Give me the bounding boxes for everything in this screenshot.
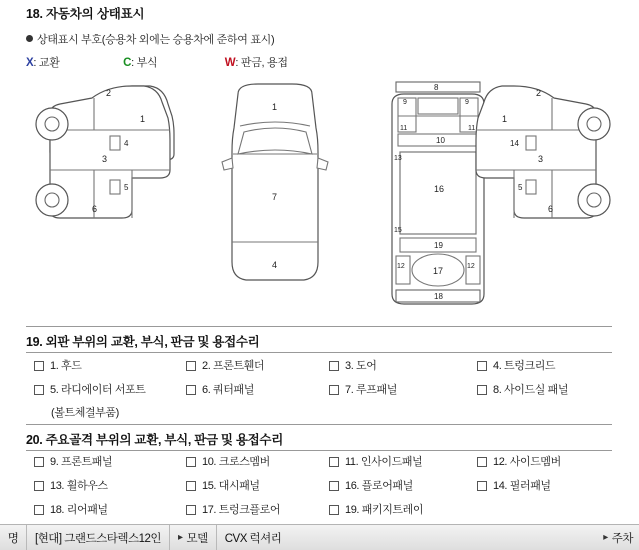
section-19-subnote: (볼트체결부품) <box>51 407 119 419</box>
label-top-1: 1 <box>272 102 278 112</box>
label-frame-17: 17 <box>433 266 444 276</box>
label-left-2: 2 <box>106 88 112 98</box>
divider-above-section-19 <box>26 326 612 327</box>
legend-text-x: : 교환 <box>33 57 60 69</box>
label-right-3: 3 <box>538 154 544 164</box>
checklist-item[interactable] <box>329 360 477 373</box>
checklist-label: 14. 필러패널 <box>493 480 551 492</box>
checklist-label: 1. 후드 <box>50 360 82 372</box>
vehicle-diagram <box>22 76 622 324</box>
bottom-maker-model[interactable]: [현대] 그랜드스타렉스12인 <box>35 532 161 545</box>
checklist-item-empty <box>477 504 614 517</box>
label-frame-12a: 12 <box>397 263 405 270</box>
checklist-label: 11. 인사이드패널 <box>345 456 423 468</box>
label-frame-9b: 9 <box>465 99 469 106</box>
label-left-1: 1 <box>140 114 146 124</box>
label-right-5: 5 <box>518 183 523 192</box>
checklist-item[interactable] <box>34 456 186 469</box>
checkbox[interactable] <box>477 481 487 491</box>
label-right-6: 6 <box>548 204 554 214</box>
label-right-1: 1 <box>502 114 508 124</box>
label-frame-10: 10 <box>436 136 445 145</box>
checklist-label: 19. 패키지트레이 <box>345 504 424 516</box>
bottom-trim[interactable]: CVX 럭셔리 <box>224 532 282 545</box>
checklist-item[interactable] <box>34 384 186 397</box>
checkbox[interactable] <box>186 385 196 395</box>
legend-item-exchange <box>26 54 60 70</box>
checklist-item[interactable] <box>186 456 329 469</box>
checklist-item[interactable] <box>329 456 477 469</box>
divider-below-section-19-title <box>26 352 612 353</box>
label-frame-11a: 11 <box>400 125 408 132</box>
checklist-label: 18. 리어패널 <box>50 504 108 516</box>
label-top-7: 7 <box>272 192 278 202</box>
divider-above-section-20 <box>26 424 612 425</box>
checkbox[interactable] <box>34 457 44 467</box>
label-frame-11b: 11 <box>468 125 476 132</box>
checklist-item[interactable] <box>477 480 614 493</box>
checklist-item[interactable] <box>186 480 329 493</box>
checklist-item[interactable] <box>329 480 477 493</box>
checklist-label: 2. 프론트휀더 <box>202 360 265 372</box>
section-18-header <box>26 4 631 70</box>
checkbox[interactable] <box>34 481 44 491</box>
legend-text-w: : 판금, 용접 <box>235 57 288 69</box>
checklist-label: 7. 루프패널 <box>345 384 397 396</box>
legend-code-c: C <box>123 57 132 69</box>
label-left-3: 3 <box>102 154 108 164</box>
right-side-car <box>476 86 610 218</box>
checklist-label: 6. 쿼터패널 <box>202 384 254 396</box>
checkbox[interactable] <box>477 457 487 467</box>
label-frame-13: 13 <box>394 155 402 162</box>
checkbox[interactable] <box>329 505 339 515</box>
label-frame-8: 8 <box>434 83 439 92</box>
checklist-item[interactable] <box>186 384 329 397</box>
divider-below-section-20-title <box>26 450 612 451</box>
legend-text-c: : 부식 <box>131 57 158 69</box>
chevron-right-icon: ▸ <box>177 532 183 543</box>
section-18-title: 18. 자동차의 상태표시 <box>26 7 145 21</box>
checklist-label: 12. 사이드멤버 <box>493 456 561 468</box>
bottom-first-cell: 명 <box>7 532 19 545</box>
checklist-label: 5. 라디에이터 서포트 <box>50 384 146 396</box>
checkbox[interactable] <box>329 385 339 395</box>
legend-item-welding <box>225 54 288 70</box>
label-left-4: 4 <box>124 139 129 148</box>
checklist-label: 8. 사이드실 패널 <box>493 384 569 396</box>
section-19-checklist <box>34 360 614 420</box>
checklist-item[interactable] <box>329 384 477 397</box>
checkbox[interactable] <box>329 457 339 467</box>
checkbox[interactable] <box>329 361 339 371</box>
checklist-item[interactable] <box>34 480 186 493</box>
label-top-4: 4 <box>272 260 278 270</box>
checkbox[interactable] <box>477 385 487 395</box>
checkbox[interactable] <box>186 361 196 371</box>
label-left-5: 5 <box>124 183 129 192</box>
bottom-right-button[interactable] <box>595 525 639 550</box>
left-side-car <box>36 86 170 218</box>
section-20-title: 20. 주요골격 부위의 교환, 부식, 판금 및 용접수리 <box>26 433 283 447</box>
bottom-status-bar <box>0 524 639 550</box>
label-frame-12b: 12 <box>467 263 475 270</box>
checklist-label: 3. 도어 <box>345 360 377 372</box>
checklist-label: 9. 프론트패널 <box>50 456 113 468</box>
legend-code-w: W <box>224 57 236 69</box>
checkbox[interactable] <box>477 361 487 371</box>
bottom-right-label: 주차 <box>611 532 633 545</box>
checkbox[interactable] <box>329 481 339 491</box>
legend-note <box>26 31 631 47</box>
label-right-2: 2 <box>536 88 542 98</box>
checklist-label: 4. 트렁크리드 <box>493 360 556 372</box>
checklist-item[interactable] <box>477 360 614 373</box>
bottom-model-label: 모델 <box>186 532 208 545</box>
checklist-item[interactable] <box>477 384 614 397</box>
legend-note-text: 상태표시 부호(승용차 외에는 승용차에 준하여 표시) <box>37 34 275 46</box>
checkbox[interactable] <box>186 505 196 515</box>
label-frame-18: 18 <box>434 292 443 301</box>
checklist-item[interactable] <box>34 360 186 373</box>
checkbox[interactable] <box>34 361 44 371</box>
checklist-label: 15. 대시패널 <box>202 480 260 492</box>
section-20-checklist <box>34 456 614 517</box>
checkbox[interactable] <box>34 505 44 515</box>
checklist-item[interactable] <box>186 360 329 373</box>
label-frame-19: 19 <box>434 241 443 250</box>
label-right-14: 14 <box>510 139 519 148</box>
top-view-car <box>222 84 328 280</box>
checklist-item[interactable] <box>34 504 186 517</box>
label-frame-15: 15 <box>394 227 402 234</box>
chevron-right-icon: ▸ <box>603 532 608 543</box>
checklist-label: 13. 휠하우스 <box>50 480 108 492</box>
checkbox[interactable] <box>186 457 196 467</box>
checklist-label: 17. 트렁크플로어 <box>202 504 281 516</box>
legend-code-x: X <box>26 57 34 69</box>
checklist-item[interactable] <box>186 504 329 517</box>
section-19-title: 19. 외판 부위의 교환, 부식, 판금 및 용접수리 <box>26 335 260 349</box>
frame-view-car <box>392 82 484 304</box>
checkbox[interactable] <box>186 481 196 491</box>
label-frame-9a: 9 <box>403 99 407 106</box>
legend-codes <box>26 54 631 70</box>
checklist-label: 16. 플로어패널 <box>345 480 413 492</box>
checklist-label: 10. 크로스멤버 <box>202 456 270 468</box>
checklist-item[interactable] <box>329 504 477 517</box>
label-frame-16: 16 <box>434 184 445 194</box>
label-left-6: 6 <box>92 204 98 214</box>
bullet-icon <box>26 35 33 42</box>
legend-item-corrosion <box>123 54 157 70</box>
checkbox[interactable] <box>34 385 44 395</box>
bottom-model-button[interactable] <box>170 525 216 550</box>
checklist-item[interactable] <box>477 456 614 469</box>
